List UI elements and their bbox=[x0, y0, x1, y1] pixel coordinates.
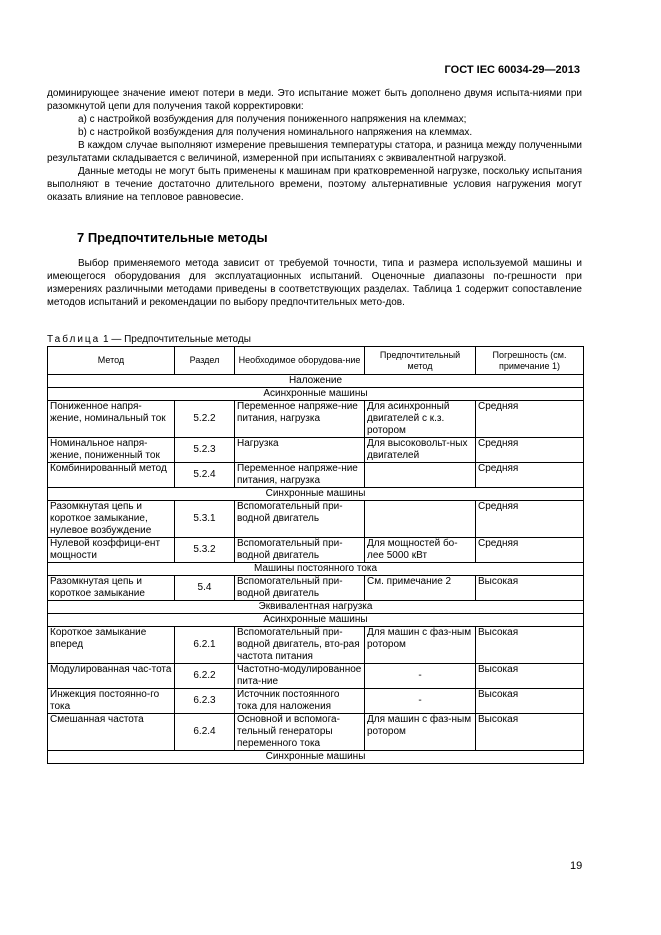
table-header-row bbox=[48, 347, 584, 375]
cell-accuracy: Средняя bbox=[476, 463, 584, 488]
group-row: Асинхронные машины bbox=[48, 614, 584, 627]
table-row bbox=[48, 627, 584, 664]
list-item-a: a) с настройкой возбуждения для получения пониженного напряжения на клеммах; bbox=[78, 114, 467, 125]
document-id: ГОСТ IEC 60034-29—2013 bbox=[444, 64, 580, 76]
cell-method: Разомкнутая цепь и короткое замыкание, нулевое возбуждение bbox=[48, 501, 175, 538]
methods-table bbox=[47, 346, 584, 764]
cell-method: Номинальное напря-жение, пониженный ток bbox=[48, 438, 175, 463]
group-row: Машины постоянного тока bbox=[48, 563, 584, 576]
cell-section: 5.2.2 bbox=[175, 401, 235, 438]
cell-section: 6.2.1 bbox=[175, 627, 235, 664]
cell-section: 5.3.2 bbox=[175, 538, 235, 563]
cell-accuracy: Высокая bbox=[476, 664, 584, 689]
table-row bbox=[48, 576, 584, 601]
cell-method: Пониженное напря-жение, номинальный ток bbox=[48, 401, 175, 438]
cell-equipment: Вспомогательный при-водной двигатель, вто-рая частота питания bbox=[235, 627, 365, 664]
cell-accuracy: Высокая bbox=[476, 689, 584, 714]
list-item-b: b) с настройкой возбуждения для получения номинального напряжения на клеммах. bbox=[78, 127, 473, 138]
paragraph: В каждом случае выполняют измерение превышения температуры статора, и разница между полученными результатами складывается с величиной, измеренной при испытаниях с эквивалентной нагрузкой. bbox=[47, 140, 582, 164]
cell-preferred: - bbox=[365, 689, 476, 714]
paragraph: Выбор применяемого метода зависит от требуемой точности, типа и размера используемой машины и имеющегося оборудования для эксплуатационных испытаний. Оценочные диапазоны по-грешности при измерениях различными методами приведены в соответствующих разделах. Таблица 1 содержит сопоставление методов испытаний и рекомендации по выбору предпочтительных мето-дов. bbox=[47, 258, 582, 308]
cell-equipment: Вспомогательный при-водной двигатель bbox=[235, 576, 365, 601]
page-number: 19 bbox=[570, 860, 583, 872]
cell-section: 6.2.4 bbox=[175, 714, 235, 751]
cell-method: Разомкнутая цепь и короткое замыкание bbox=[48, 576, 175, 601]
cell-accuracy: Высокая bbox=[476, 576, 584, 601]
cell-equipment: Частотно-модулированное пита-ние bbox=[235, 664, 365, 689]
cell-accuracy: Высокая bbox=[476, 627, 584, 664]
cell-preferred: Для асинхронный двигателей с к.з. ротором bbox=[365, 401, 476, 438]
group-row: Синхронные машины bbox=[48, 488, 584, 501]
cell-section: 5.3.1 bbox=[175, 501, 235, 538]
cell-equipment: Нагрузка bbox=[235, 438, 365, 463]
cell-method: Инжекция постоянно-го тока bbox=[48, 689, 175, 714]
table-row bbox=[48, 664, 584, 689]
group-row: Синхронные машины bbox=[48, 751, 584, 764]
cell-method: Короткое замыкание вперед bbox=[48, 627, 175, 664]
intro-text bbox=[47, 87, 582, 204]
cell-accuracy: Средняя bbox=[476, 438, 584, 463]
group-row: Асинхронные машины bbox=[48, 388, 584, 401]
cell-preferred: Для машин с фаз-ным ротором bbox=[365, 714, 476, 751]
cell-section: 6.2.3 bbox=[175, 689, 235, 714]
paragraph: Данные методы не могут быть применены к машинам при кратковременной нагрузке, поскольку испытания выполняют в течение достаточно длительного времени, поэтому альтернативные условия нагружения могут оказать влияние на тепловое равновесие. bbox=[47, 166, 582, 203]
section-title: 7 Предпочтительные методы bbox=[77, 230, 268, 245]
cell-equipment: Вспомогательный при-водной двигатель bbox=[235, 501, 365, 538]
cell-section: 5.4 bbox=[175, 576, 235, 601]
cell-preferred bbox=[365, 501, 476, 538]
header-equipment: Необходимое оборудова-ние bbox=[235, 347, 365, 375]
cell-equipment: Источник постоянного тока для наложения bbox=[235, 689, 365, 714]
cell-method: Нулевой коэффици-ент мощности bbox=[48, 538, 175, 563]
table-row bbox=[48, 501, 584, 538]
table-row bbox=[48, 538, 584, 563]
header-preferred: Предпочтительный метод bbox=[365, 347, 476, 375]
table-row bbox=[48, 401, 584, 438]
cell-accuracy: Средняя bbox=[476, 401, 584, 438]
cell-equipment: Переменное напряже-ние питания, нагрузка bbox=[235, 401, 365, 438]
table-row bbox=[48, 714, 584, 751]
cell-equipment: Вспомогательный при-водной двигатель bbox=[235, 538, 365, 563]
cell-preferred: Для машин с фаз-ным ротором bbox=[365, 627, 476, 664]
cell-equipment: Основной и вспомога-тельный генераторы переменного тока bbox=[235, 714, 365, 751]
header-section: Раздел bbox=[175, 347, 235, 375]
table-caption-text: 1 — Предпочтительные методы bbox=[103, 334, 251, 345]
group-row: Наложение bbox=[48, 375, 584, 388]
section-text bbox=[47, 257, 582, 309]
cell-preferred: Для высоковольт-ных двигателей bbox=[365, 438, 476, 463]
cell-preferred: См. примечание 2 bbox=[365, 576, 476, 601]
cell-preferred: Для мощностей бо-лее 5000 кВт bbox=[365, 538, 476, 563]
table-row bbox=[48, 689, 584, 714]
cell-method: Модулированная час-тота bbox=[48, 664, 175, 689]
cell-accuracy: Высокая bbox=[476, 714, 584, 751]
cell-preferred bbox=[365, 463, 476, 488]
cell-accuracy: Средняя bbox=[476, 538, 584, 563]
table-caption-label: Таблица bbox=[47, 334, 101, 345]
table-caption bbox=[47, 334, 251, 345]
cell-section: 6.2.2 bbox=[175, 664, 235, 689]
paragraph: доминирующее значение имеют потери в меди. Это испытание может быть дополнено двумя испыта-ниями при разомкнутой цепи для получения такой корректировки: bbox=[47, 88, 582, 112]
cell-preferred: - bbox=[365, 664, 476, 689]
group-row: Эквивалентная нагрузка bbox=[48, 601, 584, 614]
cell-method: Комбинированный метод bbox=[48, 463, 175, 488]
table-row bbox=[48, 463, 584, 488]
cell-section: 5.2.3 bbox=[175, 438, 235, 463]
table-row bbox=[48, 438, 584, 463]
header-method: Метод bbox=[48, 347, 175, 375]
cell-equipment: Переменное напряже-ние питания, нагрузка bbox=[235, 463, 365, 488]
cell-method: Смешанная частота bbox=[48, 714, 175, 751]
cell-accuracy: Средняя bbox=[476, 501, 584, 538]
cell-section: 5.2.4 bbox=[175, 463, 235, 488]
header-accuracy: Погрешность (см. примечание 1) bbox=[476, 347, 584, 375]
